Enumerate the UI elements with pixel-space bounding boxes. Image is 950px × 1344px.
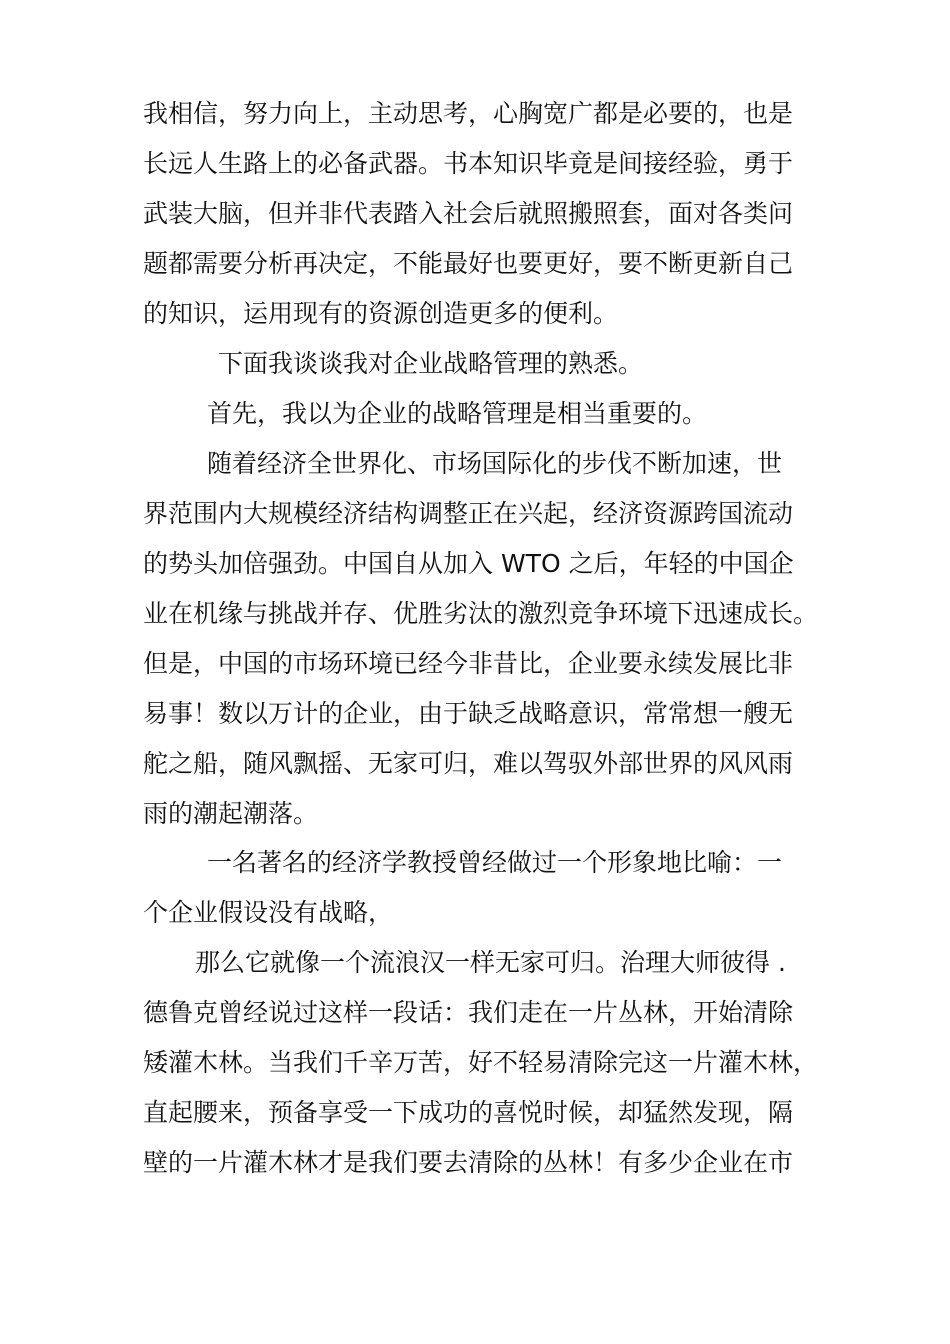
text-line [0, 444, 950, 484]
text-line-content: 易事！数以万计的企业，由于缺乏战略意识，常常想一艘无 [143, 699, 794, 728]
text-line [0, 1143, 950, 1183]
text-line [0, 893, 950, 933]
text-line-content: 随着经济全世界化、市场国际化的步伐不断加速，世 [207, 449, 783, 478]
text-line [0, 594, 950, 634]
text-line-content: 舵之船，随风飘摇、无家可归，难以驾驭外部世界的风风雨 [143, 749, 794, 778]
text-line-content: 题都需要分析再决定，不能最好也要更好，要不断更新自己 [143, 249, 794, 278]
text-line-content: 一名著名的经济学教授曾经做过一个形象地比喻：一 [207, 848, 783, 877]
text-line-content: 业在机缘与挑战并存、优胜劣汰的激烈竞争环境下迅速成长。 [143, 599, 819, 628]
text-line [0, 144, 950, 184]
text-line-content: 武装大脑，但并非代表踏入社会后就照搬照套，面对各类问 [143, 199, 794, 228]
text-line [0, 744, 950, 784]
text-line [0, 244, 950, 284]
text-line-content: 长远人生路上的必备武器。书本知识毕竟是间接经验，勇于 [143, 149, 794, 178]
text-line [0, 1093, 950, 1133]
text-line [0, 993, 950, 1033]
text-line [0, 294, 950, 334]
text-line-content: 首先，我以为企业的战略管理是相当重要的。 [207, 399, 708, 428]
text-line-content: 直起腰来，预备享受一下成功的喜悦时候，却猛然发现，隔 [143, 1098, 794, 1127]
text-line [0, 794, 950, 834]
text-line [0, 644, 950, 684]
text-line [0, 943, 950, 983]
text-line-content: 壁的一片灌木林才是我们要去清除的丛林！有多少企业在市 [143, 1148, 794, 1177]
text-line-content: 德鲁克曾经说过这样一段话：我们走在一片丛林，开始清除 [143, 998, 794, 1027]
text-line [0, 94, 950, 134]
text-line [0, 394, 950, 434]
text-line [0, 344, 950, 384]
text-line [0, 843, 950, 883]
text-line [0, 194, 950, 234]
text-line-content: 矮灌木林。当我们千辛万苦，好不轻易清除完这一片灌木林， [143, 1048, 819, 1077]
text-line-content: 的势头加倍强劲。中国自从加入 WTO 之后，年轻的中国企 [143, 549, 794, 578]
text-line [0, 544, 950, 584]
text-line-content: 雨的潮起潮落。 [143, 799, 319, 828]
text-line-content: 个企业假设没有战略， [143, 898, 394, 927]
text-line-content: 但是，中国的市场环境已经今非昔比，企业要永续发展比非 [143, 649, 794, 678]
text-line-content: 界范围内大规模经济结构调整正在兴起，经济资源跨国流动 [143, 499, 794, 528]
text-line [0, 494, 950, 534]
text-line-content: 我相信，努力向上，主动思考，心胸宽广都是必要的，也是 [143, 99, 794, 128]
text-line-content: 下面我谈谈我对企业战略管理的熟悉。 [218, 349, 644, 378]
text-line [0, 694, 950, 734]
text-line [0, 1043, 950, 1083]
text-line-content: 那么它就像一个流浪汉一样无家可归。治理大师彼得 . [195, 948, 786, 977]
text-line-content: 的知识，运用现有的资源创造更多的便利。 [143, 299, 619, 328]
